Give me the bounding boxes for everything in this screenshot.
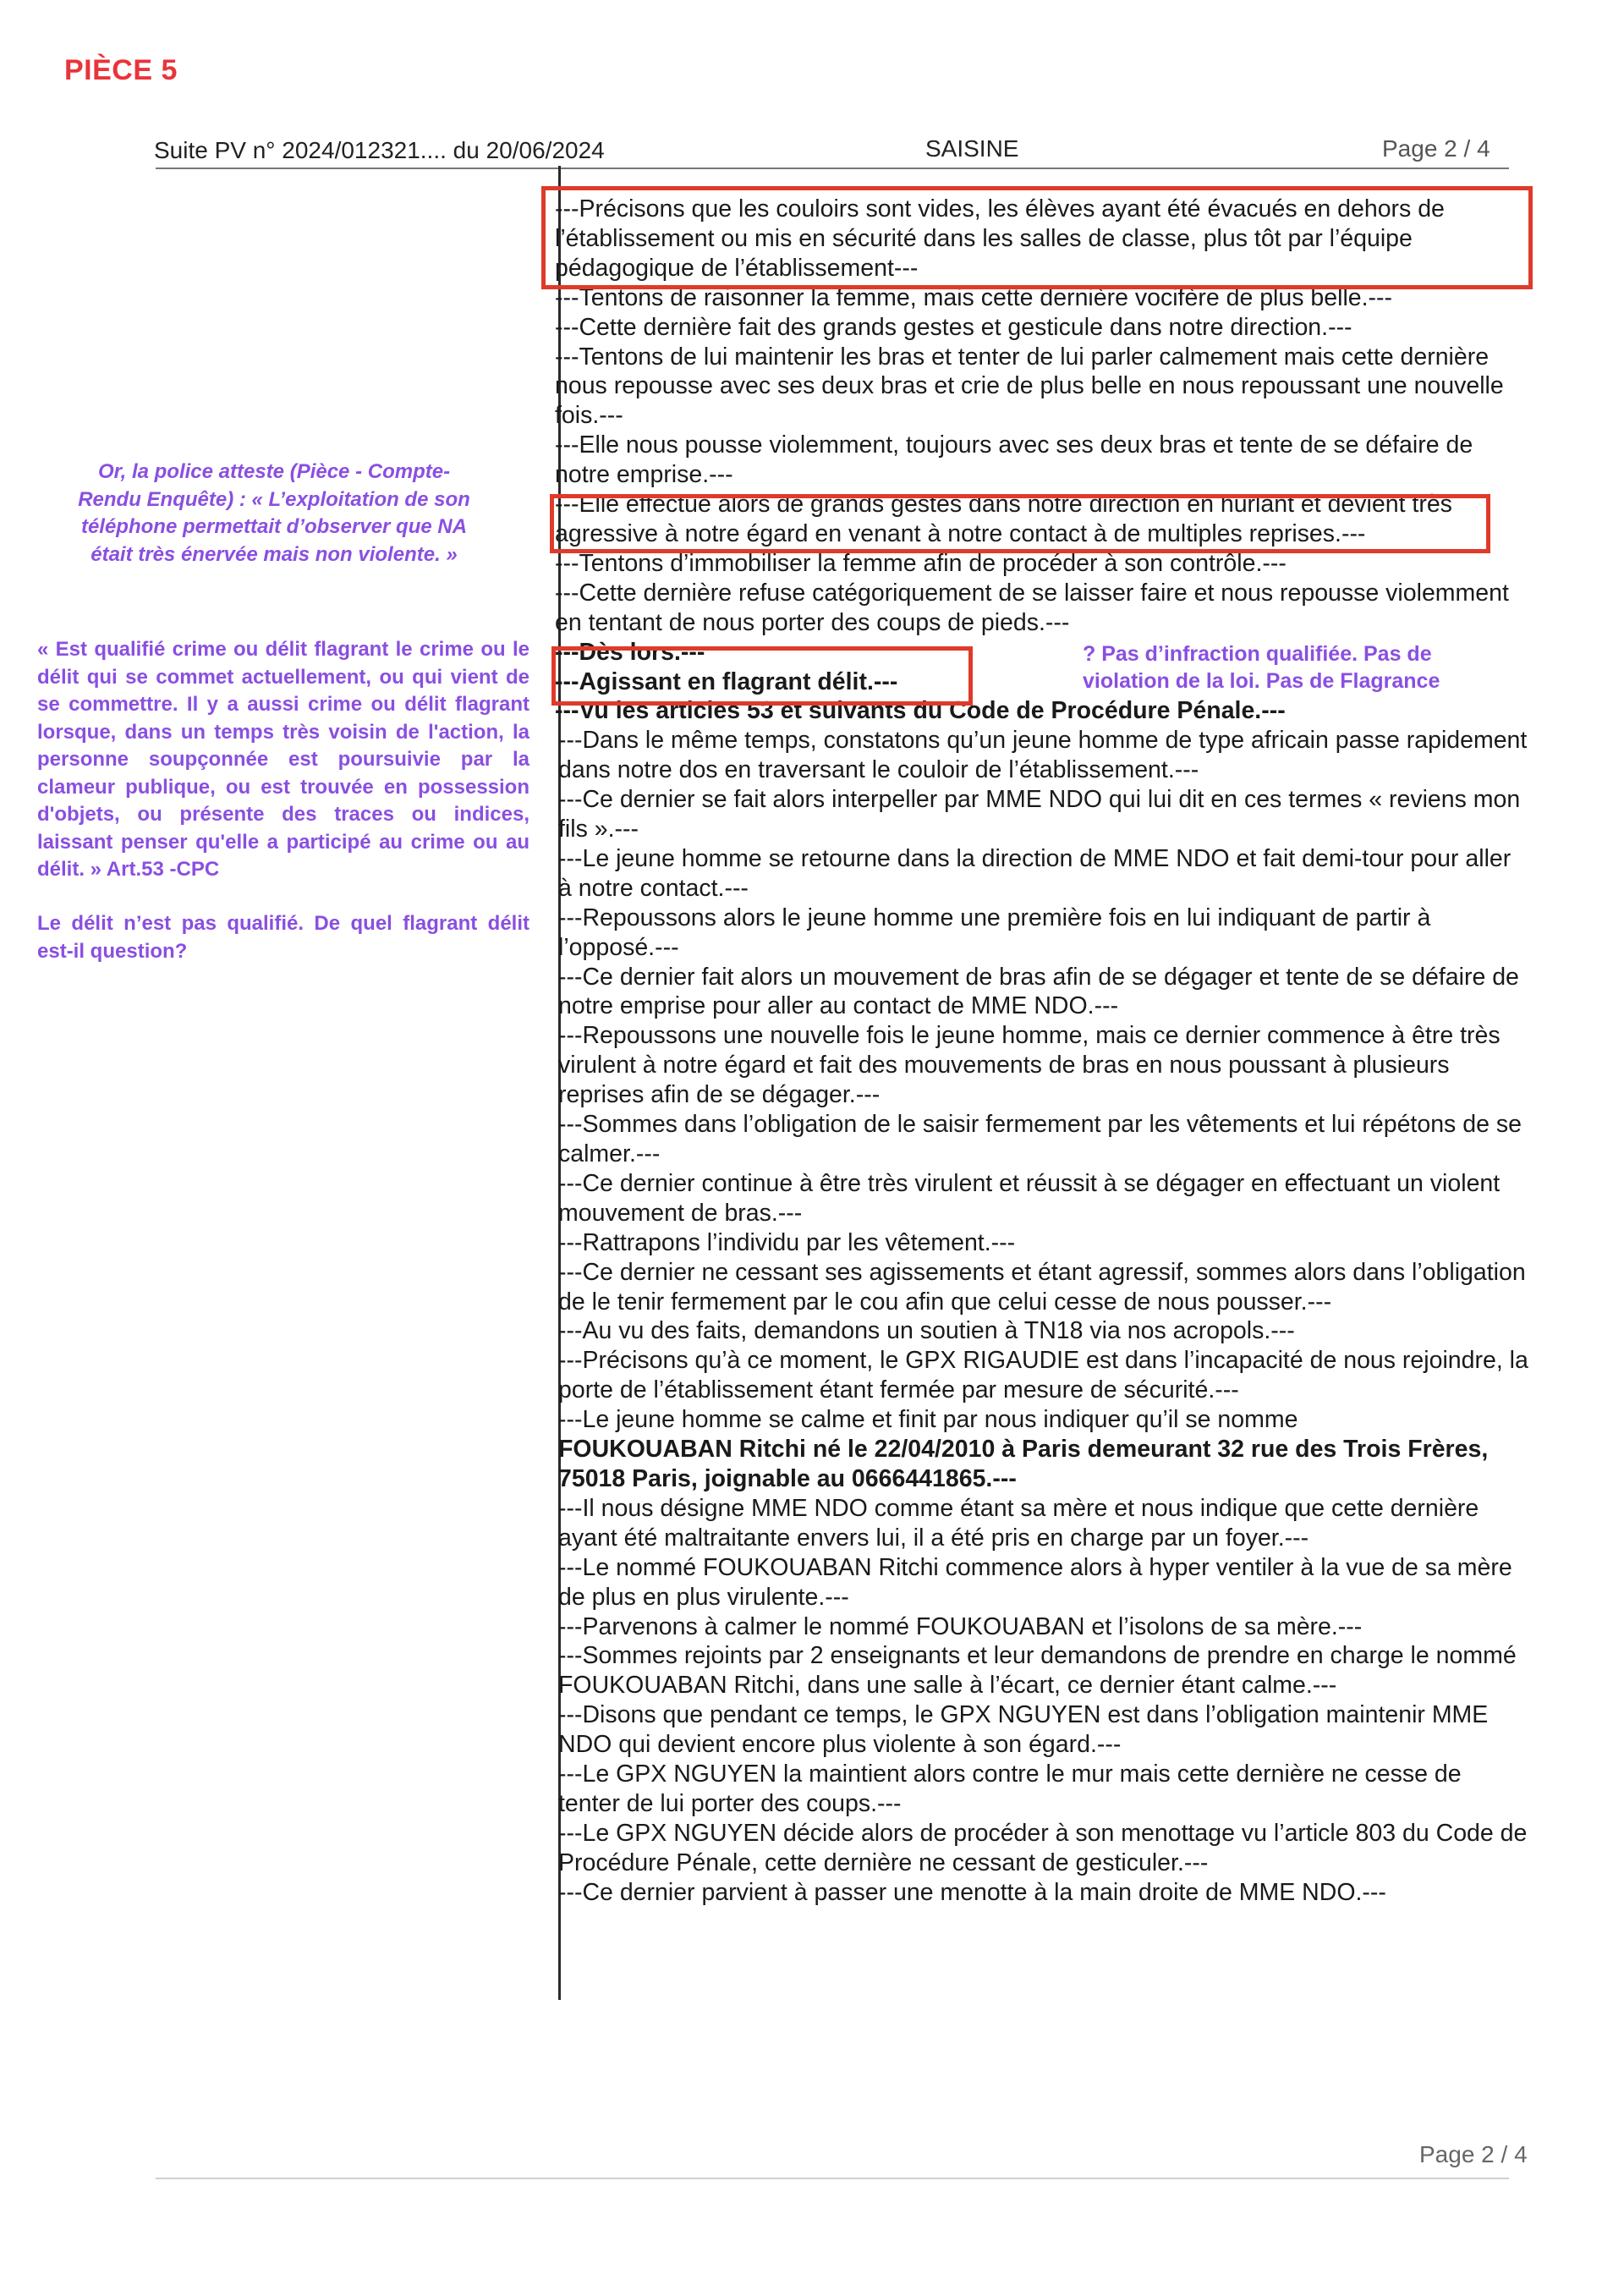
pv-paragraph: ---Disons que pendant ce temps, le GPX NGUYEN est dans l’obligation maintenir MME NDO qui devient encore plus violente à son égard.---: [558, 1701, 1489, 1759]
piece-label: PIÈCE 5: [64, 54, 178, 86]
page-number-bottom: Page 2 / 4: [1419, 2141, 1528, 2167]
pv-paragraph: ---Agissant en flagrant délit.---: [555, 667, 898, 695]
annotation-no-infraction: ? Pas d’infraction qualifiée. Pas de violation de la loi. Pas de Flagrance: [1083, 642, 1440, 693]
pv-paragraph: ---Le nommé FOUKOUABAN Ritchi commence alors à hyper ventiler à la vue de sa mère de plus en plus virulente.---: [558, 1553, 1512, 1611]
pv-paragraph: ---Dès lors.---: [555, 638, 705, 666]
pv-paragraph: ---Parvenons à calmer le nommé FOUKOUABAN et l’isolons de sa mère.---: [558, 1612, 1363, 1640]
pv-paragraph: ---Tentons de raisonner la femme, mais cette dernière vocifère de plus belle.---: [555, 283, 1393, 311]
pv-paragraph: ---Elle effectue alors de grands gestes dans notre direction en hurlant et devient très agressive à notre égard en venant à notre contact à de multiples reprises.---: [555, 491, 1452, 547]
pv-paragraph: ---Précisons que les couloirs sont vides, les élèves ayant été évacués en dehors de l’établissement ou mis en sécurité dans les salles de classe, plus tôt par l’équipe pédagogique de l’établissement---: [555, 195, 1445, 282]
pv-paragraph: ---Le jeune homme se retourne dans la direction de MME NDO et fait demi-tour pour aller à notre contact.---: [558, 844, 1512, 902]
pv-paragraph: ---Le GPX NGUYEN décide alors de procéder à son menottage vu l’article 803 du Code de Procédure Pénale, cette dernière ne cessant de gesticuler.---: [558, 1819, 1528, 1876]
pv-paragraph: ---Il nous désigne MME NDO comme étant sa mère et nous indique que cette dernière ayant été maltraitante envers lui, il a été pris en charge par un foyer.---: [558, 1494, 1479, 1552]
pv-paragraph: ---Ce dernier se fait alors interpeller par MME NDO qui lui dit en ces termes « reviens mon fils ».---: [558, 786, 1521, 843]
pv-paragraph: ---Repoussons une nouvelle fois le jeune homme, mais ce dernier commence à être très virulent à notre égard et fait des mouvements de bras en nous poussant à plusieurs reprises afin de se dégager.---: [558, 1022, 1501, 1109]
pv-reference: Suite PV n° 2024/012321.... du 20/06/2024: [154, 137, 605, 163]
pv-paragraph: ---Au vu des faits, demandons un soutien à TN18 via nos acropols.---: [558, 1317, 1295, 1345]
pv-paragraph: ---Le GPX NGUYEN la maintient alors contre le mur mais cette dernière ne cesse de tenter de lui porter des coups.---: [558, 1760, 1462, 1817]
pv-paragraph: ---Précisons qu’à ce moment, le GPX RIGAUDIE est dans l’incapacité de nous rejoindre, la porte de l’établissement étant fermée par mesure de sécurité.---: [558, 1347, 1528, 1404]
page-number-top: Page 2 / 4: [1382, 135, 1490, 162]
highlight-box-couloirs: [541, 186, 1533, 289]
highlight-box-flagrant-delit: [551, 646, 973, 706]
pv-paragraph: ---Repoussons alors le jeune homme une première fois en lui indiquant de partir à l’opposé.---: [558, 904, 1431, 961]
pv-paragraph: ---Ce dernier fait alors un mouvement de bras afin de se dégager et tente de se défaire de notre emprise pour aller au contact de MME NDO.---: [558, 963, 1519, 1020]
pv-paragraph: ---Rattrapons l’individu par les vêtement.---: [558, 1228, 1016, 1256]
annotation-police-quote: Or, la police atteste (Pièce - Compte-Rendu Enquête) : « L’exploitation de son téléphone permettait d’observer que NA était très énervée mais non violente. »: [78, 460, 470, 566]
pv-paragraph: ---Ce dernier parvient à passer une menotte à la main droite de MME NDO.---: [558, 1878, 1386, 1906]
highlight-box-agressive: [550, 494, 1490, 553]
pv-paragraph: ---Tentons de lui maintenir les bras et tenter de lui parler calmement mais cette dernière nous repousse avec ses deux bras et crie de plus belle en nous repoussant une nouvelle fois.---: [555, 343, 1504, 430]
pv-paragraph: ---Ce dernier ne cessant ses agissements et étant agressif, sommes alors dans l’obligation de le tenir fermement par le cou afin que celui cesse de nous pousser.---: [558, 1258, 1526, 1316]
pv-paragraph: ---Cette dernière fait des grands gestes et gesticule dans notre direction.---: [555, 313, 1352, 341]
pv-paragraph: ---Vu les articles 53 et suivants du Code de Procédure Pénale.---: [555, 697, 1286, 725]
annotation-delit-question: Le délit n’est pas qualifié. De quel flagrant délit est-il question?: [37, 912, 529, 963]
pv-body-text: [555, 195, 1529, 1908]
pv-paragraph: ---Le jeune homme se calme et finit par nous indiquer qu’il se nomme: [558, 1406, 1298, 1434]
pv-paragraph: ---Sommes rejoints par 2 enseignants et leur demandons de prendre en charge le nommé FOUKOUABAN Ritchi, dans une salle à l’écart, ce dernier étant calme.---: [558, 1642, 1517, 1700]
pv-paragraph: ---Cette dernière refuse catégoriquement de se laisser faire et nous repousse violemment en tentant de nous porter des coups de pieds.---: [555, 579, 1509, 636]
pv-paragraph: ---Sommes dans l’obligation de le saisir fermement par les vêtements et lui répétons de se calmer.---: [558, 1111, 1522, 1167]
pv-paragraph: FOUKOUABAN Ritchi né le 22/04/2010 à Paris demeurant 32 rue des Trois Frères, 75018 Paris, joignable au 0666441865.---: [558, 1436, 1489, 1492]
pv-paragraph: ---Elle nous pousse violemment, toujours avec ses deux bras et tente de se défaire de notre emprise.---: [555, 431, 1473, 489]
footer-divider: [156, 2178, 1509, 2179]
pv-paragraph: ---Ce dernier continue à être très virulent et réussit à se dégager en effectuant un violent mouvement de bras.---: [558, 1169, 1501, 1227]
annotation-art53-quote: « Est qualifié crime ou délit flagrant le crime ou le délit qui se commet actuellement, ou qui vient de se commettre. Il y a aussi crime ou délit flagrant lorsque, dans un temps très voisin de l'action, la personne soupçonnée est poursuivie par la clameur publique, ou est trouvée en possession d'objets, ou présente des traces ou indices, laissant penser qu'elle a participé au crime ou au délit. » Art.53 -CPC: [37, 638, 529, 881]
pv-paragraph: ---Dans le même temps, constatons qu’un jeune homme de type africain passe rapidement dans notre dos en traversant le couloir de l’établissement.---: [558, 727, 1528, 784]
pv-paragraph: ---Tentons d’immobiliser la femme afin de procéder à son contrôle.---: [555, 549, 1287, 577]
header-divider: [156, 168, 1509, 169]
document-title: SAISINE: [925, 135, 1019, 162]
